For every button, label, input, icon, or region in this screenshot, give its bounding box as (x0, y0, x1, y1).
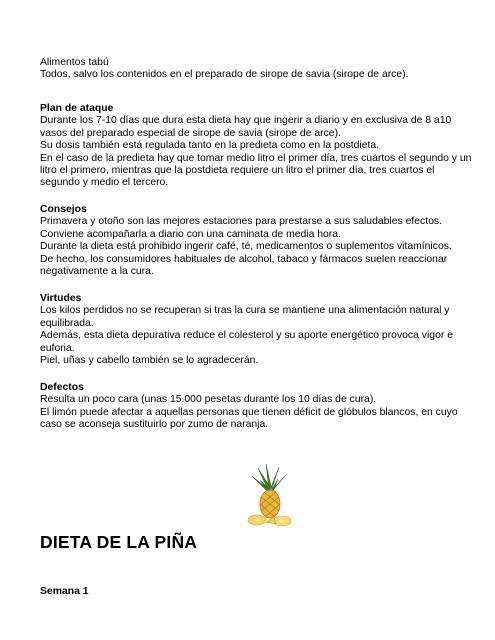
text-line: Durante la dieta está prohibido ingerir café, té, medicamentos o suplementos vitamínicos. (40, 241, 452, 253)
text-line: Piel, uñas y cabello también se lo agradecerán. (40, 355, 259, 367)
text-line: negativamente a la cura. (40, 266, 154, 278)
section-defectos (40, 382, 460, 432)
section-heading: Defectos (40, 382, 84, 393)
text-line: Todos, salvo los contenidos en el preparado de sirope de savia (sirope de arce). (40, 69, 409, 81)
text-line: De hecho, los consumidores habituales de alcohol, tabaco y fármacos suelen reaccionar (40, 253, 448, 265)
text-line: equilibrada. (40, 317, 94, 329)
text-line: El limón puede afectar a aquellas personas que tienen déficit de glóbulos blancos, en cuyo (40, 406, 458, 418)
text-line: Durante los 7-10 días que dura esta dieta hay que ingerir a diario y en exclusiva de 8 a10 (40, 115, 452, 127)
text-line: Resulta un poco cara (unas 15.000 pesetas durante los 10 días de cura). (40, 394, 377, 406)
text-line: Su dosis también está regulada tanto en la predieta como en la postdieta. (40, 140, 380, 152)
page-title: DIETA DE LA PIÑA (40, 532, 198, 552)
section-consejos (40, 204, 460, 278)
text-line: Conviene acompañarla a diario con una caminata de media hora. (40, 228, 341, 240)
pineapple-illustration-icon (246, 460, 294, 528)
text-line: litro el primero, mientras que la postdieta requiere un litro el primer día, tres cuartos el (40, 165, 435, 177)
text-line: En el caso de la predieta hay que tomar medio litro el primer día, tres cuartos el segundo y un (40, 152, 472, 164)
section-body (40, 394, 460, 431)
text-line: vasos del preparado especial de sirope de savia (sirope de arce). (40, 127, 341, 139)
section-heading: Virtudes (40, 293, 82, 304)
text-line: Además, esta dieta depurativa reduce el colesterol y su aporte energético provoca vigor e (40, 330, 453, 342)
section-body (40, 216, 460, 278)
text-line: euforia. (40, 342, 75, 354)
section-virtudes (40, 293, 460, 367)
section-body (40, 57, 460, 82)
section-body (40, 115, 472, 189)
section-heading: Plan de ataque (40, 103, 114, 114)
section-heading: Consejos (40, 204, 87, 215)
text-line: Los kilos perdidos no se recuperan si tras la cura se mantiene una alimentación natural y (40, 305, 450, 317)
text-line: caso se aconseja sustituirlo por zumo de naranja. (40, 419, 269, 431)
section-alimentos-tabu (40, 57, 460, 82)
text-line: Primavera y otoño son las mejores estaciones para prestarse a sus saludables efectos. (40, 216, 442, 228)
text-line: segundo y medio el tercero. (40, 177, 169, 189)
text-line: Alimentos tabú (40, 57, 109, 68)
week-subtitle: Semana 1 (40, 586, 89, 597)
section-body (40, 305, 460, 367)
section-plan-de-ataque (40, 103, 472, 190)
